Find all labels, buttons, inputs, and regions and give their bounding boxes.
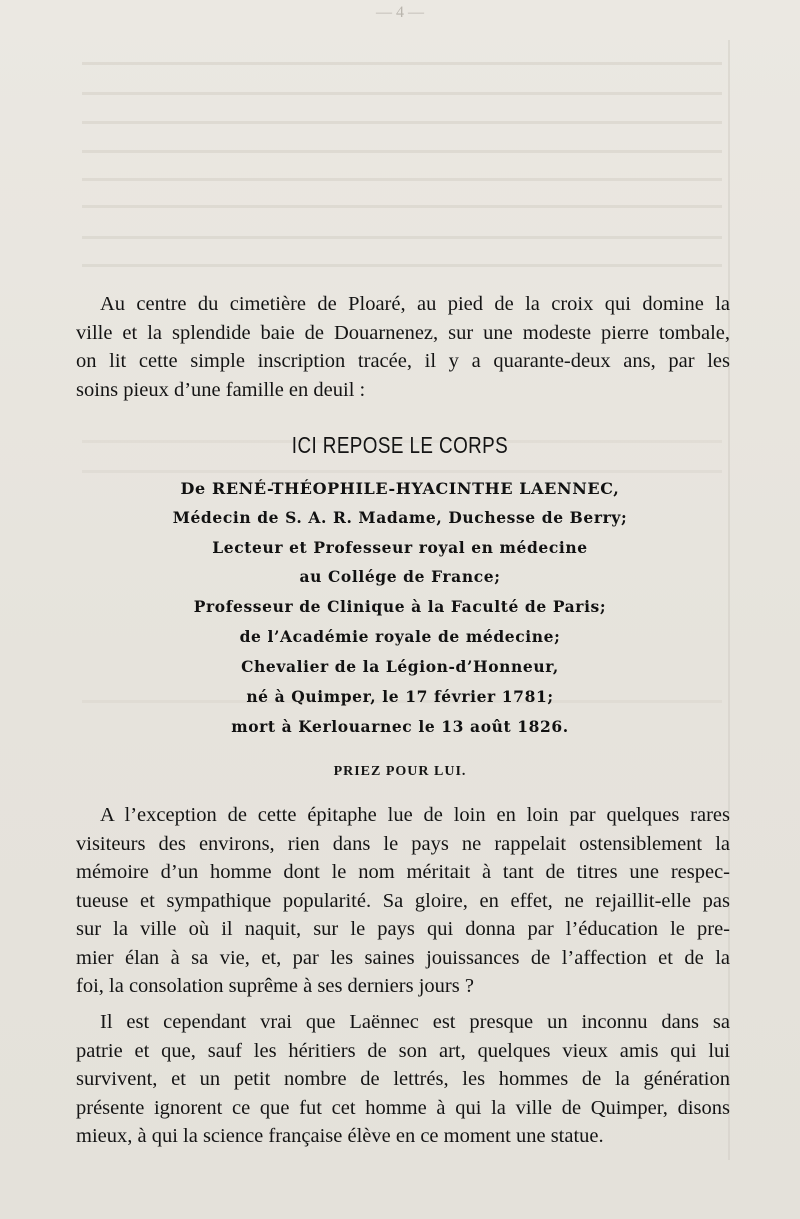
intro-line: on lit cette simple inscription tracée, il y a quarante-deux ans, par les xyxy=(76,350,730,372)
epitaph-line: au Collége de France; xyxy=(299,567,501,586)
intro-line: soins pieux d’une famille en deuil : xyxy=(76,378,366,401)
intro-line: Au centre du cimetière de Ploaré, au pied de la croix qui domine la xyxy=(100,293,730,315)
show-through-line xyxy=(82,470,722,473)
epitaph-line: Chevalier de la Légion-d’Honneur, xyxy=(241,657,559,676)
intro-paragraph xyxy=(76,290,730,404)
paragraph-line: tueuse et sympathique popularité. Sa gloire, en effet, ne rejaillit-elle pas xyxy=(76,889,730,912)
show-through-line xyxy=(82,121,722,124)
paragraph-line: sur la ville où il naquit, sur le pays qui donna par l’éducation le pre- xyxy=(76,918,730,940)
paragraph-line: mémoire d’un homme dont le nom méritait à tant de titres une respec- xyxy=(76,861,730,883)
epitaph-heading: ICI REPOSE LE CORPS xyxy=(291,432,509,458)
page-number: — 4 — xyxy=(376,4,424,21)
paragraph-line: visiteurs des environs, rien dans le pays ne rappelait ostensiblement la xyxy=(76,832,730,855)
epitaph-closing: PRIEZ POUR LUI. xyxy=(333,764,467,779)
paragraph-line: patrie et que, sauf les héritiers de son art, quelques vieux amis qui lui xyxy=(76,1039,730,1062)
epitaph-line: né à Quimper, le 17 février 1781; xyxy=(246,687,554,706)
epitaph-line: mort à Kerlouarnec le 13 août 1826. xyxy=(231,717,569,736)
paragraph-2 xyxy=(76,801,730,1001)
show-through-line xyxy=(82,236,722,239)
paragraph-line: A l’exception de cette épitaphe lue de loin en loin par quelques rares xyxy=(100,804,730,826)
paragraph-line: présente ignorent ce que fut cet homme à qui la ville de Quimper, disons xyxy=(76,1096,730,1119)
paragraph-line: mier élan à sa vie, et, par les saines jouissances de l’affection et de la xyxy=(76,946,730,969)
show-through-line xyxy=(82,178,722,181)
show-through-line xyxy=(82,205,722,208)
epitaph-line: De RENÉ-THÉOPHILE-HYACINTHE LAENNEC, xyxy=(180,479,620,498)
epitaph-line: Lecteur et Professeur royal en médecine xyxy=(212,538,588,557)
epitaph-line: Professeur de Clinique à la Faculté de Paris; xyxy=(193,597,607,616)
intro-line: ville et la splendide baie de Douarnenez, sur une modeste pierre tombale, xyxy=(76,321,730,344)
paragraph-line: survivent, et un petit nombre de lettrés, les hommes de la génération xyxy=(76,1068,730,1090)
paragraph-3 xyxy=(76,1008,730,1151)
show-through-line xyxy=(82,150,722,153)
show-through-line xyxy=(82,92,722,95)
paragraph-line: Il est cependant vrai que Laënnec est presque un inconnu dans sa xyxy=(100,1011,730,1033)
epitaph-line: Médecin de S. A. R. Madame, Duchesse de Berry; xyxy=(172,508,628,527)
show-through-line xyxy=(82,264,722,267)
epitaph-line: de l’Académie royale de médecine; xyxy=(239,627,561,646)
show-through-line xyxy=(82,62,722,65)
paragraph-line: mieux, à qui la science française élève en ce moment une statue. xyxy=(76,1125,604,1147)
paragraph-line: foi, la consolation suprême à ses derniers jours ? xyxy=(76,975,474,997)
